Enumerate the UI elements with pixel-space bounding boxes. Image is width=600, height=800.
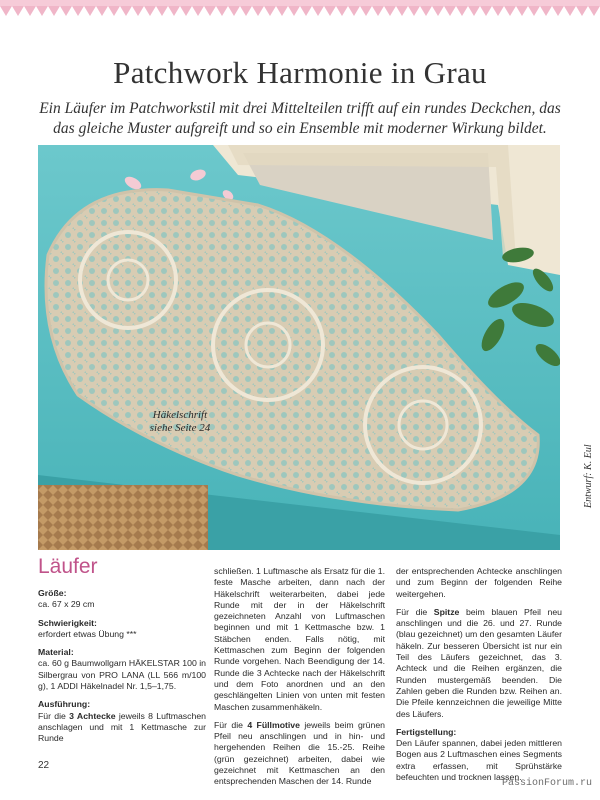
groesse-label: Größe: bbox=[38, 588, 67, 598]
border-triangle bbox=[156, 6, 168, 16]
border-triangle bbox=[228, 6, 240, 16]
border-triangle bbox=[468, 6, 480, 16]
border-triangle bbox=[264, 6, 276, 16]
border-triangle bbox=[168, 6, 180, 16]
page-title: Patchwork Harmonie in Grau bbox=[113, 55, 487, 90]
schwierigkeit-text: erfordert etwas Übung *** bbox=[38, 628, 137, 639]
article-column-3 bbox=[396, 566, 562, 790]
border-triangle bbox=[540, 6, 552, 16]
border-triangle bbox=[192, 6, 204, 16]
border-triangle bbox=[528, 6, 540, 16]
border-triangle bbox=[216, 6, 228, 16]
ausfuehrung-label: Ausführung: bbox=[38, 699, 91, 710]
ausfuehrung-text-pre: Für die bbox=[38, 710, 70, 721]
border-triangle bbox=[48, 6, 60, 16]
ausfuehrung-text-post: jeweils 8 Luftmaschen anschlagen und mit 1 Kettmasche zur Runde bbox=[38, 710, 206, 744]
border-triangle bbox=[480, 6, 492, 16]
border-triangle bbox=[240, 6, 252, 16]
border-triangle bbox=[456, 6, 468, 16]
fertigstellung-text: Den Läufer spannen, dabei jeden mittleren Bogen aus 2 Luftmaschen eines Segments extra erfassen, mit Sprühstärke befeuchten und trocknen lassen. bbox=[396, 738, 562, 783]
col2-paragraph-2-pre: Für die bbox=[214, 719, 248, 730]
border-triangle bbox=[252, 6, 264, 16]
fertigstellung-label: Fertigstellung: bbox=[396, 726, 457, 737]
border-triangle bbox=[516, 6, 528, 16]
border-triangle bbox=[444, 6, 456, 16]
border-triangle bbox=[324, 6, 336, 16]
border-triangle bbox=[60, 6, 72, 16]
col3-paragraph-2-bold: Spitze bbox=[433, 606, 460, 617]
border-triangle bbox=[12, 6, 24, 16]
border-triangle bbox=[36, 6, 48, 16]
design-credit: Entwurf: K. Eul bbox=[583, 444, 594, 508]
border-triangle bbox=[420, 6, 432, 16]
border-triangle bbox=[84, 6, 96, 16]
caption-line-2: siehe Seite 24 bbox=[149, 422, 211, 434]
col2-paragraph-2-post: jeweils beim grünen Pfeil neu anschlingen und in hin- und hergehenden Reihen die 15.-25. Reihe (grün gezeichnet) arbeiten, dabei wie gezeichnet mit Kettmaschen an den entsprechenden Maschen der 14. Runde bbox=[214, 719, 386, 787]
ausfuehrung-text-bold: 3 Achtecke bbox=[69, 710, 116, 721]
page-number: 22 bbox=[38, 760, 50, 771]
col3-paragraph-2-pre: Für die bbox=[396, 606, 434, 617]
caption-line-1: Häkelschrift bbox=[152, 409, 208, 421]
groesse-text: ca. 67 x 29 cm bbox=[38, 599, 95, 610]
top-decorative-border bbox=[0, 0, 600, 22]
border-triangle bbox=[492, 6, 504, 16]
border-triangle bbox=[0, 6, 12, 16]
border-triangle bbox=[552, 6, 564, 16]
border-triangle bbox=[312, 6, 324, 16]
col3-paragraph-1: der entsprechenden Achtecke anschlingen und zum Beginn der folgenden Reihe weitergehen. bbox=[396, 566, 562, 599]
border-triangle bbox=[432, 6, 444, 16]
border-triangle bbox=[204, 6, 216, 16]
border-triangle bbox=[504, 6, 516, 16]
border-triangle bbox=[276, 6, 288, 16]
border-triangle bbox=[372, 6, 384, 16]
border-triangle bbox=[120, 6, 132, 16]
border-triangle bbox=[588, 6, 600, 16]
section-title: Läufer bbox=[38, 555, 98, 578]
border-triangle bbox=[180, 6, 192, 16]
border-triangle bbox=[96, 6, 108, 16]
border-triangle bbox=[288, 6, 300, 16]
material-text: ca. 60 g Baumwollgarn HÄKELSTAR 100 in Silbergrau von PRO LANA (LL 566 m/100 g), 1 ADDI Häkelnadel Nr. 1,5–1,75. bbox=[38, 658, 206, 692]
material-label: Material: bbox=[38, 647, 74, 658]
article-column-2 bbox=[214, 566, 385, 795]
col3-paragraph-2-post: beim blauen Pfeil neu anschlingen und die 26. und 27. Runde (blau gezeichnet) um den gesamten Läufer häkeln. Zur besseren Übersicht ist nur ein Teil des Läufers gezeichnet, das 3. Achteck und die Reihen ergänzen, die Runden mustergemäß beenden. Die Zahlen geben die Runden bzw. Reihen an. Die Pfeile kennzeichnen die jeweilige Mitte des Läufers. bbox=[396, 606, 562, 719]
border-triangle bbox=[564, 6, 576, 16]
watermark: PassionForum.ru bbox=[501, 778, 592, 789]
border-triangle bbox=[336, 6, 348, 16]
col2-paragraph-1: schließen. 1 Luftmasche als Ersatz für die 1. feste Masche arbeiten, dann nach der Häkelschrift weiterarbeiten, dabei jede Runde mit der in der Häkelschrift gezeichneten Anzahl von Luftmaschen beginnen und mit 1 Kettmasche bzw. 1 Stäbchen enden. Falls nötig, mit Kettmaschen zum Beginn der folgenden Runde vorgehen. Nach Beendigung der 14. Runde die 3 Achtecke nach der Häkelschrift und dem Foto anordnen und an den geschlängelten Linien von unten mit festen Maschen zusammenhäkeln. bbox=[214, 566, 385, 712]
lace-runner-photo bbox=[38, 145, 560, 550]
border-triangle bbox=[396, 6, 408, 16]
border-triangle bbox=[408, 6, 420, 16]
schwierigkeit-label: Schwierigkeit: bbox=[38, 617, 97, 628]
border-triangle bbox=[300, 6, 312, 16]
border-triangle bbox=[24, 6, 36, 16]
page-subtitle: Ein Läufer im Patchworkstil mit drei Mittelteilen trifft auf ein rundes Deckchen, das das gleiche Muster aufgreift und so ein Ensemble mit moderner Wirkung bildet. bbox=[39, 100, 561, 137]
article-column-1 bbox=[38, 588, 206, 752]
photo-caption bbox=[120, 409, 240, 435]
col2-paragraph-2-bold: 4 Füllmotive bbox=[247, 719, 300, 730]
border-triangle bbox=[132, 6, 144, 16]
border-triangle bbox=[348, 6, 360, 16]
border-triangle bbox=[576, 6, 588, 16]
border-triangle bbox=[360, 6, 372, 16]
border-triangle bbox=[72, 6, 84, 16]
border-triangle bbox=[108, 6, 120, 16]
border-triangle bbox=[384, 6, 396, 16]
border-triangle bbox=[144, 6, 156, 16]
